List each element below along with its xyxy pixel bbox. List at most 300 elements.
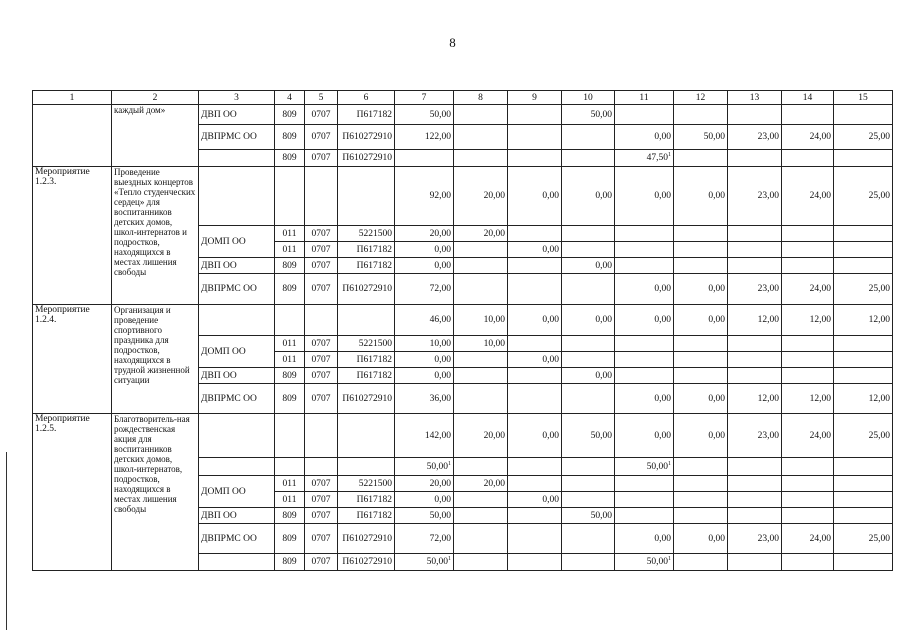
cell: 011 <box>275 476 305 492</box>
cell <box>454 125 508 150</box>
value: 50,00 <box>426 461 448 472</box>
cell <box>674 352 728 368</box>
cell <box>782 368 834 384</box>
cell <box>562 492 615 508</box>
cell <box>395 150 454 167</box>
agency-cell <box>199 305 275 336</box>
cell <box>615 508 674 524</box>
value: 0,00 <box>654 284 671 294</box>
cell: 809 <box>275 384 305 414</box>
cell <box>275 414 305 458</box>
cell <box>562 476 615 492</box>
cell <box>615 258 674 274</box>
cell: 12,00 <box>782 384 834 414</box>
cell <box>395 105 454 125</box>
column-header: 5 <box>305 91 338 105</box>
cell <box>508 336 562 352</box>
cell <box>834 150 893 167</box>
cell: 0707 <box>305 554 338 571</box>
value: 0,00 <box>654 393 671 404</box>
cell: П610272910 <box>338 150 395 167</box>
cell: 20,00 <box>454 167 508 226</box>
cell: 0,00 <box>674 414 728 458</box>
cell <box>305 305 338 336</box>
agency-cell: ДВПРМС ОО <box>199 384 275 414</box>
event-description: Организация и проведение спортивного праздника для подростков, находящихся в трудной жизненной ситуации <box>112 305 199 414</box>
cell <box>395 242 454 258</box>
cell: 0,00 <box>508 492 562 508</box>
table-row <box>33 305 893 336</box>
column-header: 12 <box>674 91 728 105</box>
cell <box>508 524 562 554</box>
agency-cell: ДВП ОО <box>199 105 275 125</box>
cell: 23,00 <box>728 524 782 554</box>
cell <box>674 458 728 476</box>
cell <box>338 167 395 226</box>
cell: 0,00 <box>674 305 728 336</box>
cell: 23,00 <box>728 274 782 305</box>
cell: 0,00 <box>674 167 728 226</box>
cell: 0,00 <box>674 384 728 414</box>
scan-margin-line <box>6 452 7 630</box>
cell: 0707 <box>305 476 338 492</box>
cell <box>454 352 508 368</box>
cell: 20,00 <box>454 476 508 492</box>
cell <box>454 492 508 508</box>
cell <box>395 258 454 274</box>
cell <box>562 524 615 554</box>
cell: 20,00 <box>454 414 508 458</box>
cell <box>508 258 562 274</box>
footnote: 1 <box>668 460 671 467</box>
footnote: 1 <box>448 555 451 562</box>
cell <box>338 414 395 458</box>
cell <box>508 105 562 125</box>
cell <box>454 258 508 274</box>
value: 0,00 <box>434 354 451 365</box>
cell <box>674 368 728 384</box>
cell <box>395 226 454 242</box>
cell: 12,00 <box>728 305 782 336</box>
cell <box>562 150 615 167</box>
cell: П617182 <box>338 258 395 274</box>
column-header: 9 <box>508 91 562 105</box>
cell: 23,00 <box>728 125 782 150</box>
cell: П617182 <box>338 508 395 524</box>
cell <box>728 476 782 492</box>
cell: 0,00 <box>562 258 615 274</box>
cell <box>508 384 562 414</box>
cell: 23,00 <box>728 167 782 226</box>
cell <box>562 336 615 352</box>
value: 50,00 <box>646 461 668 472</box>
cell: П610272910 <box>338 554 395 571</box>
cell <box>782 476 834 492</box>
cell: 0,00 <box>674 524 728 554</box>
cell <box>562 352 615 368</box>
cell: 011 <box>275 352 305 368</box>
cell <box>674 105 728 125</box>
cell: 24,00 <box>782 167 834 226</box>
cell <box>454 554 508 571</box>
cell <box>395 336 454 352</box>
cell <box>728 368 782 384</box>
cell <box>728 258 782 274</box>
cell <box>782 458 834 476</box>
cell <box>508 476 562 492</box>
cell <box>338 305 395 336</box>
cell <box>782 492 834 508</box>
cell: 24,00 <box>782 524 834 554</box>
cell <box>728 458 782 476</box>
cell <box>454 242 508 258</box>
cell: 0707 <box>305 105 338 125</box>
cell: 24,00 <box>782 125 834 150</box>
cell <box>615 368 674 384</box>
cell <box>395 368 454 384</box>
agency-cell: ДВП ОО <box>199 258 275 274</box>
cell <box>454 368 508 384</box>
cell: 809 <box>275 524 305 554</box>
cell: 10,00 <box>454 336 508 352</box>
value: 46,00 <box>429 315 451 325</box>
cell <box>395 508 454 524</box>
cell <box>782 105 834 125</box>
cell: 0707 <box>305 242 338 258</box>
cell: 0707 <box>305 352 338 368</box>
cell: 50,00 <box>562 105 615 125</box>
value: 72,00 <box>429 533 451 544</box>
value: 72,00 <box>429 284 451 294</box>
cell <box>562 274 615 305</box>
agency-cell <box>199 458 275 476</box>
cell <box>615 352 674 368</box>
cell <box>782 242 834 258</box>
value: 0,00 <box>654 430 671 441</box>
cell <box>782 336 834 352</box>
footnote: 1 <box>448 460 451 467</box>
cell: 20,00 <box>454 226 508 242</box>
event-description: каждый дом» <box>112 105 199 167</box>
value: 0,00 <box>434 244 451 255</box>
cell <box>338 458 395 476</box>
cell: 809 <box>275 150 305 167</box>
agency-cell: ДВПРМС ОО <box>199 524 275 554</box>
cell <box>508 368 562 384</box>
cell <box>562 226 615 242</box>
cell <box>454 508 508 524</box>
value: 142,00 <box>424 430 451 441</box>
cell <box>615 492 674 508</box>
cell <box>674 226 728 242</box>
cell: 25,00 <box>834 167 893 226</box>
cell <box>674 150 728 167</box>
cell <box>728 352 782 368</box>
cell <box>728 492 782 508</box>
cell <box>615 476 674 492</box>
budget-table <box>32 90 893 571</box>
value: 20,00 <box>429 228 451 239</box>
cell <box>562 458 615 476</box>
cell: 0707 <box>305 125 338 150</box>
cell <box>508 274 562 305</box>
cell <box>615 167 674 226</box>
cell: 50,00 <box>562 508 615 524</box>
cell: 50,00 <box>674 125 728 150</box>
value: 10,00 <box>429 338 451 349</box>
value: 50,00 <box>646 557 668 567</box>
cell <box>395 274 454 305</box>
cell <box>305 458 338 476</box>
cell: П617182 <box>338 492 395 508</box>
column-header: 15 <box>834 91 893 105</box>
event-cell: Мероприятие 1.2.4. <box>33 305 112 414</box>
column-header: 4 <box>275 91 305 105</box>
cell <box>728 336 782 352</box>
cell <box>615 554 674 571</box>
agency-cell: ДОМП ОО <box>199 476 275 508</box>
cell <box>834 492 893 508</box>
value: 0,00 <box>654 315 671 325</box>
agency-cell: ДВП ОО <box>199 508 275 524</box>
cell: 0707 <box>305 508 338 524</box>
cell <box>615 305 674 336</box>
cell <box>834 258 893 274</box>
cell <box>834 352 893 368</box>
cell <box>728 226 782 242</box>
cell <box>395 125 454 150</box>
column-header: 14 <box>782 91 834 105</box>
cell <box>508 125 562 150</box>
event-cell: Мероприятие 1.2.3. <box>33 167 112 305</box>
cell: 011 <box>275 242 305 258</box>
cell <box>615 150 674 167</box>
cell: 25,00 <box>834 524 893 554</box>
cell: 0,00 <box>508 414 562 458</box>
cell <box>275 167 305 226</box>
cell: 0,00 <box>674 274 728 305</box>
cell <box>782 554 834 571</box>
cell: П617182 <box>338 242 395 258</box>
agency-cell <box>199 554 275 571</box>
value: 0,00 <box>434 494 451 505</box>
column-header: 6 <box>338 91 395 105</box>
cell <box>275 458 305 476</box>
value: 0,00 <box>434 370 451 381</box>
value: 0,00 <box>434 260 451 271</box>
cell: 0707 <box>305 150 338 167</box>
cell <box>674 508 728 524</box>
event-description: Благотворитель-ная рождественская акция для воспитанников детских домов, школ-интернатов, подростков, находящихся в местах лишения свободы <box>112 414 199 571</box>
cell: 0707 <box>305 226 338 242</box>
cell <box>615 524 674 554</box>
cell <box>395 524 454 554</box>
cell <box>395 305 454 336</box>
cell <box>834 105 893 125</box>
cell: П610272910 <box>338 524 395 554</box>
cell <box>834 226 893 242</box>
cell <box>615 458 674 476</box>
cell <box>728 508 782 524</box>
cell <box>834 458 893 476</box>
column-header: 13 <box>728 91 782 105</box>
cell <box>562 554 615 571</box>
cell <box>508 226 562 242</box>
cell: 809 <box>275 274 305 305</box>
cell: П610272910 <box>338 274 395 305</box>
column-header: 7 <box>395 91 454 105</box>
cell: 809 <box>275 368 305 384</box>
agency-cell <box>199 167 275 226</box>
cell <box>834 336 893 352</box>
agency-cell <box>199 150 275 167</box>
cell: 011 <box>275 226 305 242</box>
cell: 0707 <box>305 384 338 414</box>
cell: 5221500 <box>338 476 395 492</box>
cell <box>454 384 508 414</box>
value: 36,00 <box>429 393 451 404</box>
cell <box>834 476 893 492</box>
cell <box>395 414 454 458</box>
cell <box>728 242 782 258</box>
column-header: 1 <box>33 91 112 105</box>
cell: 011 <box>275 492 305 508</box>
cell: 12,00 <box>728 384 782 414</box>
value: 50,00 <box>429 109 451 120</box>
cell: 50,00 <box>562 414 615 458</box>
cell <box>782 258 834 274</box>
cell <box>615 226 674 242</box>
cell <box>615 274 674 305</box>
agency-cell: ДВПРМС ОО <box>199 274 275 305</box>
cell <box>728 105 782 125</box>
event-cell <box>33 105 112 167</box>
agency-cell: ДОМП ОО <box>199 336 275 368</box>
cell: 23,00 <box>728 414 782 458</box>
cell <box>615 414 674 458</box>
cell <box>782 226 834 242</box>
cell: 0707 <box>305 336 338 352</box>
cell: 5221500 <box>338 336 395 352</box>
cell <box>395 167 454 226</box>
cell <box>674 554 728 571</box>
cell: П610272910 <box>338 384 395 414</box>
agency-cell: ДВП ОО <box>199 368 275 384</box>
cell <box>395 492 454 508</box>
cell: 809 <box>275 554 305 571</box>
cell: 12,00 <box>834 305 893 336</box>
cell <box>615 125 674 150</box>
cell <box>395 476 454 492</box>
cell <box>508 508 562 524</box>
agency-cell: ДВПРМС ОО <box>199 125 275 150</box>
column-header: 2 <box>112 91 199 105</box>
cell: 809 <box>275 258 305 274</box>
cell: 0,00 <box>562 167 615 226</box>
cell: 0,00 <box>562 305 615 336</box>
value: 0,00 <box>654 132 671 142</box>
cell <box>305 167 338 226</box>
cell <box>782 150 834 167</box>
table-row <box>33 167 893 226</box>
cell <box>562 242 615 258</box>
cell: 24,00 <box>782 414 834 458</box>
cell: 0707 <box>305 274 338 305</box>
cell <box>395 384 454 414</box>
value: 122,00 <box>424 132 451 142</box>
cell <box>508 554 562 571</box>
cell: 25,00 <box>834 414 893 458</box>
event-cell: Мероприятие 1.2.5. <box>33 414 112 571</box>
cell: 0707 <box>305 368 338 384</box>
value: 20,00 <box>429 478 451 489</box>
cell <box>454 105 508 125</box>
cell <box>728 554 782 571</box>
table-row <box>33 105 893 125</box>
cell: П610272910 <box>338 125 395 150</box>
cell: 25,00 <box>834 125 893 150</box>
cell: 0,00 <box>508 167 562 226</box>
cell <box>562 384 615 414</box>
value: 0,00 <box>654 191 671 201</box>
cell <box>834 242 893 258</box>
value: 50,00 <box>429 510 451 521</box>
cell <box>728 150 782 167</box>
cell: 0707 <box>305 524 338 554</box>
cell <box>782 508 834 524</box>
cell <box>562 125 615 150</box>
cell <box>834 368 893 384</box>
column-header: 8 <box>454 91 508 105</box>
cell <box>454 524 508 554</box>
cell <box>305 414 338 458</box>
value: 92,00 <box>429 191 451 201</box>
cell <box>834 508 893 524</box>
cell: П617182 <box>338 105 395 125</box>
cell: 0,00 <box>562 368 615 384</box>
column-header: 11 <box>615 91 674 105</box>
cell: 25,00 <box>834 274 893 305</box>
cell <box>674 242 728 258</box>
cell <box>615 242 674 258</box>
cell <box>782 352 834 368</box>
cell <box>508 150 562 167</box>
cell: 011 <box>275 336 305 352</box>
cell: 24,00 <box>782 274 834 305</box>
cell: 809 <box>275 508 305 524</box>
column-header: 3 <box>199 91 275 105</box>
cell: 12,00 <box>834 384 893 414</box>
cell <box>395 458 454 476</box>
cell: П617182 <box>338 368 395 384</box>
cell: 809 <box>275 105 305 125</box>
cell <box>275 305 305 336</box>
cell <box>454 150 508 167</box>
footnote: 1 <box>668 151 671 158</box>
cell: 5221500 <box>338 226 395 242</box>
cell <box>615 336 674 352</box>
cell <box>508 458 562 476</box>
cell <box>615 384 674 414</box>
agency-cell <box>199 414 275 458</box>
cell: 809 <box>275 125 305 150</box>
cell: 0,00 <box>508 352 562 368</box>
cell <box>674 476 728 492</box>
agency-cell: ДОМП ОО <box>199 226 275 258</box>
cell: 12,00 <box>782 305 834 336</box>
header-row <box>33 91 893 105</box>
page-number: 8 <box>449 35 456 50</box>
